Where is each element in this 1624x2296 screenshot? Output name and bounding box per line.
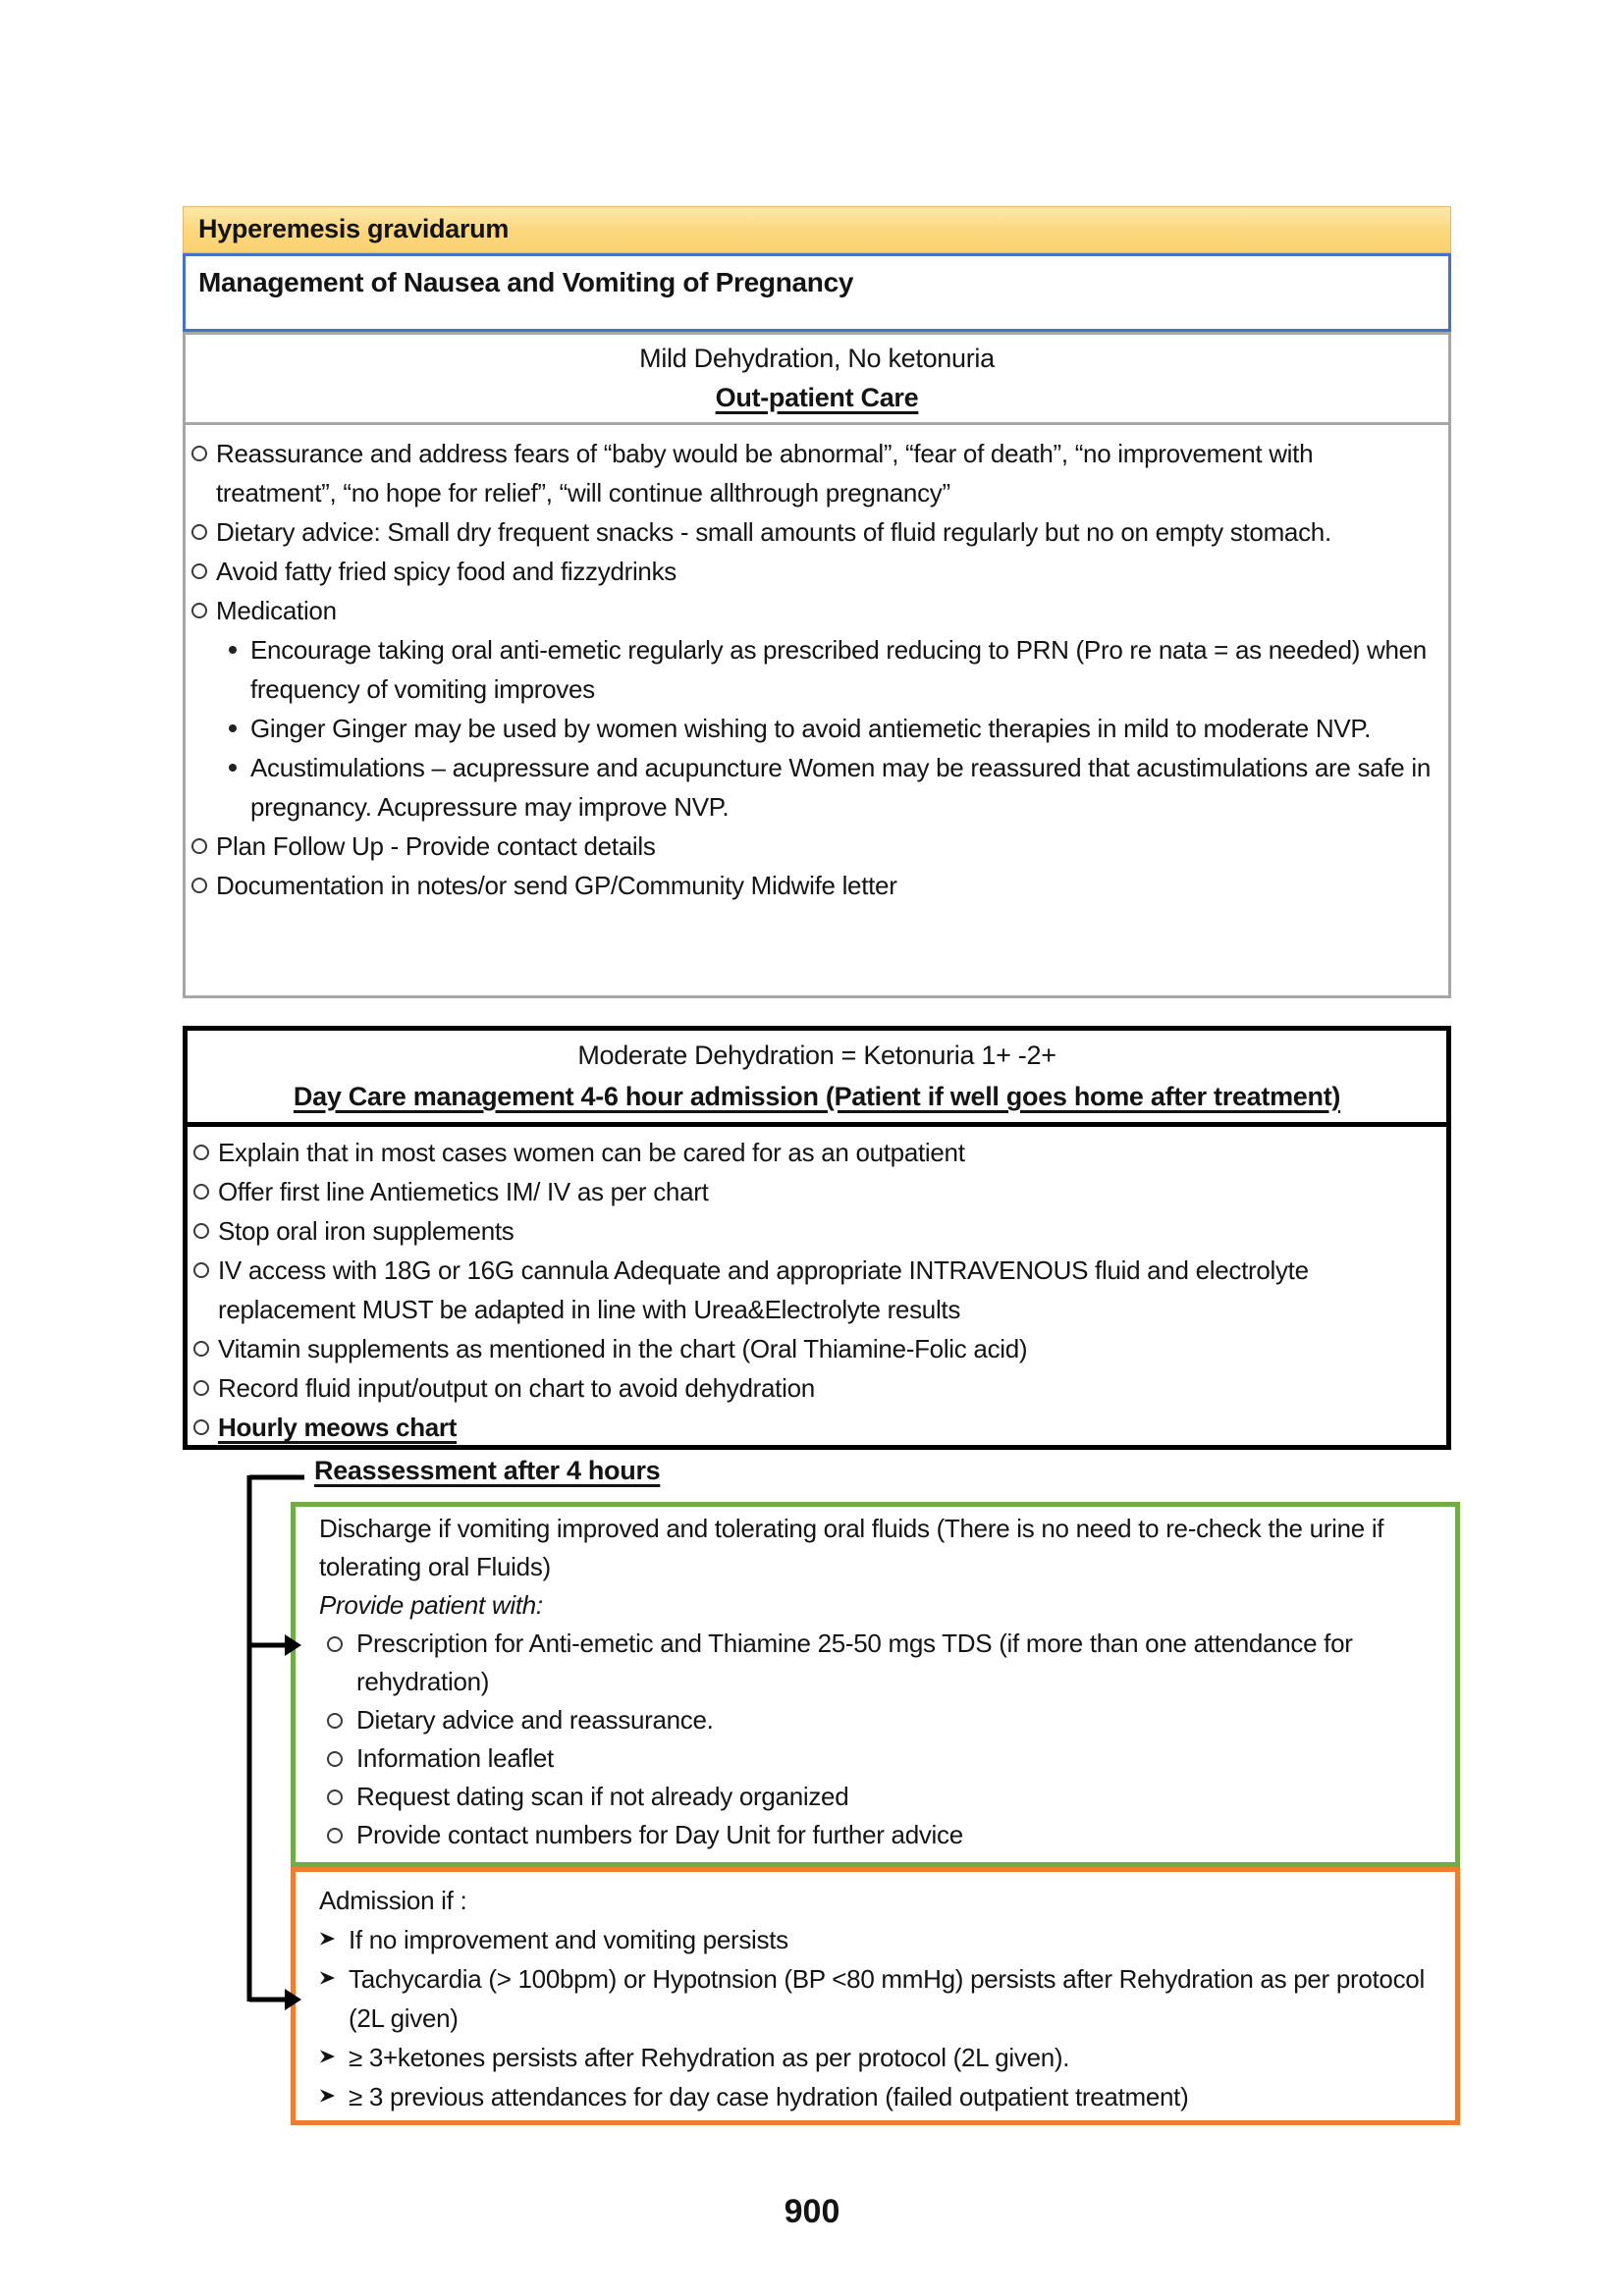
circle-bullet-icon [193, 1262, 209, 1278]
circle-bullet-icon [327, 1828, 343, 1843]
list-item [191, 1408, 1436, 1447]
list-item: Documentation in notes/or send GP/Community Midwife letter [189, 866, 1438, 905]
list-item: ≥ 3+ketones persists after Rehydration as per protocol (2L given). [319, 2038, 1437, 2077]
list-item: Offer first line Antiemetics IM/ IV as per chart [191, 1172, 1436, 1211]
list-item: Dietary advice: Small dry frequent snacks - small amounts of fluid regularly but no on empty stomach. [189, 512, 1438, 552]
page-number: 900 [784, 2193, 840, 2230]
subtitle-box [183, 253, 1451, 332]
circle-bullet-icon [193, 1145, 209, 1160]
outpatient-condition: Mild Dehydration, No ketonuria [639, 344, 995, 373]
list-subitem: Encourage taking oral anti-emetic regularly as prescribed reducing to PRN (Pro re nata = as needed) when frequency of vomiting improves [227, 630, 1438, 709]
list-item: Plan Follow Up - Provide contact details [189, 827, 1438, 866]
list-item: Record fluid input/output on chart to avoid dehydration [191, 1368, 1436, 1408]
circle-bullet-icon [191, 524, 207, 540]
list-item: IV access with 18G or 16G cannula Adequate and appropriate INTRAVENOUS fluid and electrolyte replacement MUST be adapted in line with Urea&Electrolyte results [191, 1251, 1436, 1329]
circle-bullet-icon [327, 1751, 343, 1767]
arrowhead-bullet-icon [319, 2088, 336, 2104]
daycare-list [188, 1127, 1446, 1447]
list-item: Reassurance and address fears of “baby would be abnormal”, “fear of death”, “no improvement with treatment”, “no hope for relief”, “will continue allthrough pregnancy” [189, 434, 1438, 512]
arrowhead-bullet-icon [319, 1970, 336, 1986]
discharge-box [291, 1502, 1460, 1867]
outpatient-header [186, 335, 1448, 425]
outpatient-care-level: Out-patient Care [715, 383, 919, 412]
daycare-header [188, 1031, 1446, 1127]
circle-bullet-icon [193, 1380, 209, 1396]
list-item: Vitamin supplements as mentioned in the chart (Oral Thiamine-Folic acid) [191, 1329, 1436, 1368]
daycare-condition: Moderate Dehydration = Ketonuria 1+ -2+ [577, 1041, 1056, 1070]
arrowhead-icon [285, 1634, 301, 1656]
circle-bullet-icon [327, 1713, 343, 1729]
subtitle-text: Management of Nausea and Vomiting of Pregnancy [198, 267, 854, 297]
hourly-meows-chart: Hourly meows chart [218, 1413, 458, 1442]
list-subitem: Ginger Ginger may be used by women wishing to avoid antiemetic therapies in mild to moderate NVP. [227, 709, 1438, 748]
arrowhead-bullet-icon [319, 1931, 336, 1947]
list-subitem: Acustimulations – acupressure and acupuncture Women may be reassured that acustimulations are safe in pregnancy. Acupressure may improve NVP. [227, 748, 1438, 827]
list-item: Request dating scan if not already organized [319, 1778, 1437, 1816]
circle-bullet-icon [191, 563, 207, 579]
daycare-section [183, 1026, 1451, 1450]
circle-bullet-icon [191, 878, 207, 893]
circle-bullet-icon [193, 1223, 209, 1239]
flow-connector-arrows [236, 1463, 314, 2022]
circle-bullet-icon [191, 838, 207, 854]
list-item: Explain that in most cases women can be cared for as an outpatient [191, 1133, 1436, 1172]
circle-bullet-icon [193, 1419, 209, 1435]
list-item: Provide contact numbers for Day Unit for further advice [319, 1816, 1437, 1854]
arrowhead-bullet-icon [319, 2049, 336, 2064]
daycare-care-level: Day Care management 4-6 hour admission (Patient if well goes home after treatment) [293, 1082, 1341, 1111]
arrowhead-icon [285, 1989, 301, 2010]
circle-bullet-icon [191, 603, 207, 618]
circle-bullet-icon [193, 1184, 209, 1200]
discharge-intro: Discharge if vomiting improved and tolerating oral fluids (There is no need to re-check the urine if tolerating oral Fluids) [319, 1514, 1384, 1581]
list-item: Medication [189, 591, 1438, 630]
document-title: Hyperemesis gravidarum [198, 214, 510, 243]
outpatient-list [186, 425, 1448, 905]
list-item: Information leaflet [319, 1739, 1437, 1778]
admission-box [291, 1867, 1460, 2125]
outpatient-section [183, 332, 1451, 998]
list-item: ≥ 3 previous attendances for day case hydration (failed outpatient treatment) [319, 2077, 1437, 2116]
list-item: Stop oral iron supplements [191, 1211, 1436, 1251]
circle-bullet-icon [193, 1341, 209, 1357]
list-item: Tachycardia (> 100bpm) or Hypotnsion (BP <80 mmHg) persists after Rehydration as per protocol (2L given) [319, 1959, 1437, 2038]
list-item: If no improvement and vomiting persists [319, 1920, 1437, 1959]
circle-bullet-icon [327, 1636, 343, 1652]
dot-bullet-icon [229, 646, 237, 654]
circle-bullet-icon [191, 446, 207, 461]
reassessment-heading: Reassessment after 4 hours [314, 1456, 661, 1485]
list-item: Prescription for Anti-emetic and Thiamine 25-50 mgs TDS (if more than one attendance for rehydration) [319, 1625, 1437, 1701]
dot-bullet-icon [229, 724, 237, 732]
document-title-banner [183, 206, 1451, 253]
admission-title: Admission if : [319, 1886, 467, 1915]
circle-bullet-icon [327, 1789, 343, 1805]
provide-label: Provide patient with: [319, 1590, 543, 1620]
list-item: Dietary advice and reassurance. [319, 1701, 1437, 1739]
dot-bullet-icon [229, 764, 237, 772]
list-item: Avoid fatty fried spicy food and fizzydrinks [189, 552, 1438, 591]
